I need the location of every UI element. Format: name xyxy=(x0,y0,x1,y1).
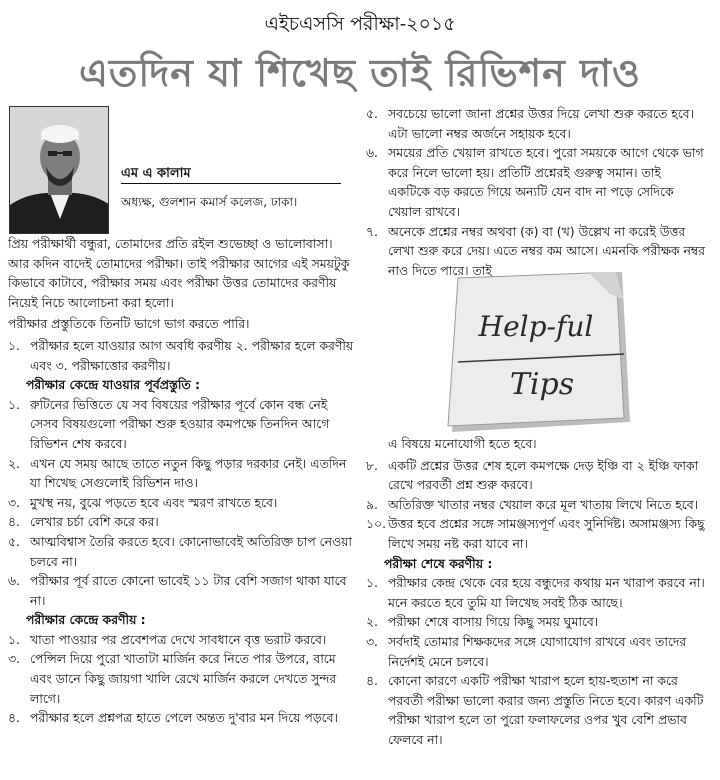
list-item: ৩. পেন্সিল দিয়ে পুরো খাতাটা মার্জিন করে নিতে পার উপরে, বামে এবং ডানে কিছু জায়গা খালি রেখে মার্জিন করলে দেখতে সুন্দর লাগে। xyxy=(8,651,337,706)
list-item: ৪. কোনো কারণে একটি পরীক্ষা খারাপ হলে হায়-হুতাশ না করে পরবর্তী পরীক্ষা ভালো করার জন্য প্রস্তুতি নিতে হবে। কারণ একটি পরীক্ষা খারাপ হলে তা পুরো ফলাফলের ওপর খুব বেশি প্রভাব ফেলবে না। xyxy=(366,673,704,747)
author-role: অধ্যক্ষ, গুলশান কমার্স কলেজ, ঢাকা। xyxy=(121,195,298,209)
list-item: ৭. অনেকে প্রশ্নের নম্বর অথবা (ক) বা (খ) উল্লেখ না করেই উত্তর লেখা শুরু করে দেয়। এতে নম্বর কম আসে। এমনকি পরীক্ষক নম্বর নাও দিতে পারে। তাই xyxy=(366,223,705,278)
intro-paragraph: পরীক্ষার প্রস্তুতিকে তিনটি ভাগে ভাগ করতে পারি। xyxy=(8,316,250,332)
list-item: ৮. একটি প্রশ্নের উত্তর শেষ হলে কমপক্ষে দেড় ইঞ্চি বা ২ ইঞ্চি ফাকা রেখে পরবর্তী প্রশ্ন শুরু করবে। xyxy=(366,457,699,493)
list-item: ৫. আত্মবিশ্বাস তৈরি করতে হবে। কোনোভাবেই অতিরিক্ত চাপ নেওয়া চলবে না। xyxy=(8,533,352,569)
right-column-top xyxy=(366,104,706,280)
tips-line-2: Tips xyxy=(509,367,575,402)
kicker: এইচএসসি পরীক্ষা-২০১৫ xyxy=(264,13,456,35)
list-item: ৩. মুখস্থ নয়, বুঝে পড়তে হবে এবং স্মরণ রাখতে হবে। xyxy=(8,494,278,510)
list-item: ৪. পরীক্ষার হলে প্রশ্নপত্র হাতে পেলে অন্তত দু'বার মন দিয়ে পড়বে। xyxy=(8,710,338,726)
intro-paragraph: প্রিয় পরীক্ষার্থী বন্ধুরা, তোমাদের প্রতি রইল শুভেচ্ছা ও ভালোবাসা। আর কদিন বাদেই তোমাদের পরীক্ষা। তাই পরীক্ষার আগের এই সময়টুকু কিভাবে কাটাবে, পরীক্ষার সময় এবং পরীক্ষা উত্তর তোমাদের করণীয় নিয়েই নিচে আলোচনা করা হলো। xyxy=(8,236,350,310)
helpful-tips-image xyxy=(438,272,634,432)
section-heading: পরীক্ষার কেন্দ্রে যাওয়ার পূর্বপ্রস্তুতি : xyxy=(26,377,200,393)
author-divider xyxy=(121,183,341,184)
list-item: ৬. পরীক্ষার পূর্ব রাতে কোনো ভাবেই ১১ টার বেশি সজাগ থাকা যাবে না। xyxy=(8,573,347,608)
author-name: এম এ কালাম xyxy=(121,166,191,181)
list-item: ১০. উত্তর হবে প্রশ্নের সঙ্গে সামঞ্জস্যপূর্ণ এবং সুনির্দিষ্ট। অসামঞ্জস্য কিছু লিখে সময় নষ্ট করা যাবে না। xyxy=(366,516,705,551)
article-title: এতদিন যা শিখেছ তাই রিভিশন দাও xyxy=(79,50,641,95)
list-item: ৬. সময়ের প্রতি খেয়াল রাখতে হবে। পুরো সময়কে আগে থেকে ভাগ করে নিলে ভালো হয়। প্রতিটি প্রশ্নেরই গুরুত্ব সমান। তাই একটিকে বড় করতে গিয়ে অন্যটি যেন বাদ না পড়ে সেদিকে খেয়াল রাখবে। xyxy=(366,145,704,219)
list-item: ২. এখন যে সময় আছে তাতে নতুন কিছু পড়ার দরকার নেই। এতদিন যা শিখেছ সেগুলোই রিভিশন দাও। xyxy=(8,455,347,491)
list-item: ১. পরীক্ষার হলে যাওয়ার আগ অবধি করণীয় ২. পরীক্ষার হলে করণীয় এবং ৩. পরীক্ষাত্তোর করণীয়। xyxy=(8,337,354,373)
list-item: ২. পরীক্ষা শেষে বাসায় গিয়ে কিছু সময় ঘুমাবে। xyxy=(366,614,599,630)
list-item: ১. খাতা পাওয়ার পর প্রবেশপত্র দেখে সাবধানে বৃত্ত ভরাট করবে। xyxy=(8,631,327,647)
list-item: ১. রুটিনের ভিত্তিতে যে সব বিষয়ের পরীক্ষার পূর্বে কোন বন্ধ নেই সেসব বিষয়গুলো পরীক্ষা শুরু হওয়ার কমপক্ষে তিনদিন আগে রিভিশন শেষ করবে। xyxy=(8,396,330,451)
list-item: ৫. সবচেয়ে ভালো জানা প্রশ্নের উত্তর দিয়ে লেখা শুরু করতে হবে। এটা ভালো নম্বর অর্জনে সহায়ক হবে। xyxy=(366,106,695,141)
section-heading: পরীক্ষা শেষে করণীয় : xyxy=(384,555,493,571)
list-item: ৪. লেখার চর্চা বেশি করে কর। xyxy=(8,514,159,530)
section-heading: পরীক্ষার কেন্দ্রে করণীয় : xyxy=(26,612,146,628)
list-item: ৯. অতিরিক্ত খাতার নম্বর খেয়াল করে মূল খাতায় লিখে নিতে হবে। xyxy=(366,496,699,512)
right-column-bottom xyxy=(366,434,706,750)
author-photo xyxy=(9,106,109,234)
list-item: ৩. সর্বদাই তোমার শিক্ষকদের সঙ্গে যোগাযোগ রাখবে এবং তাদের নির্দেশই মেনে চলবে। xyxy=(366,633,687,669)
continuation-text: এ বিষয়ে মনোযোগী হতে হবে। xyxy=(388,436,537,451)
list-item: ১. পরীক্ষার কেন্দ্র থেকে বের হয়ে বন্ধুদের কথায় মন খারাপ করবে না। মনে করতে হবে তুমি যা লিখেছ সবই ঠিক আছে। xyxy=(366,575,705,610)
tips-line-1: Help-ful xyxy=(478,310,594,343)
left-column xyxy=(8,234,354,728)
